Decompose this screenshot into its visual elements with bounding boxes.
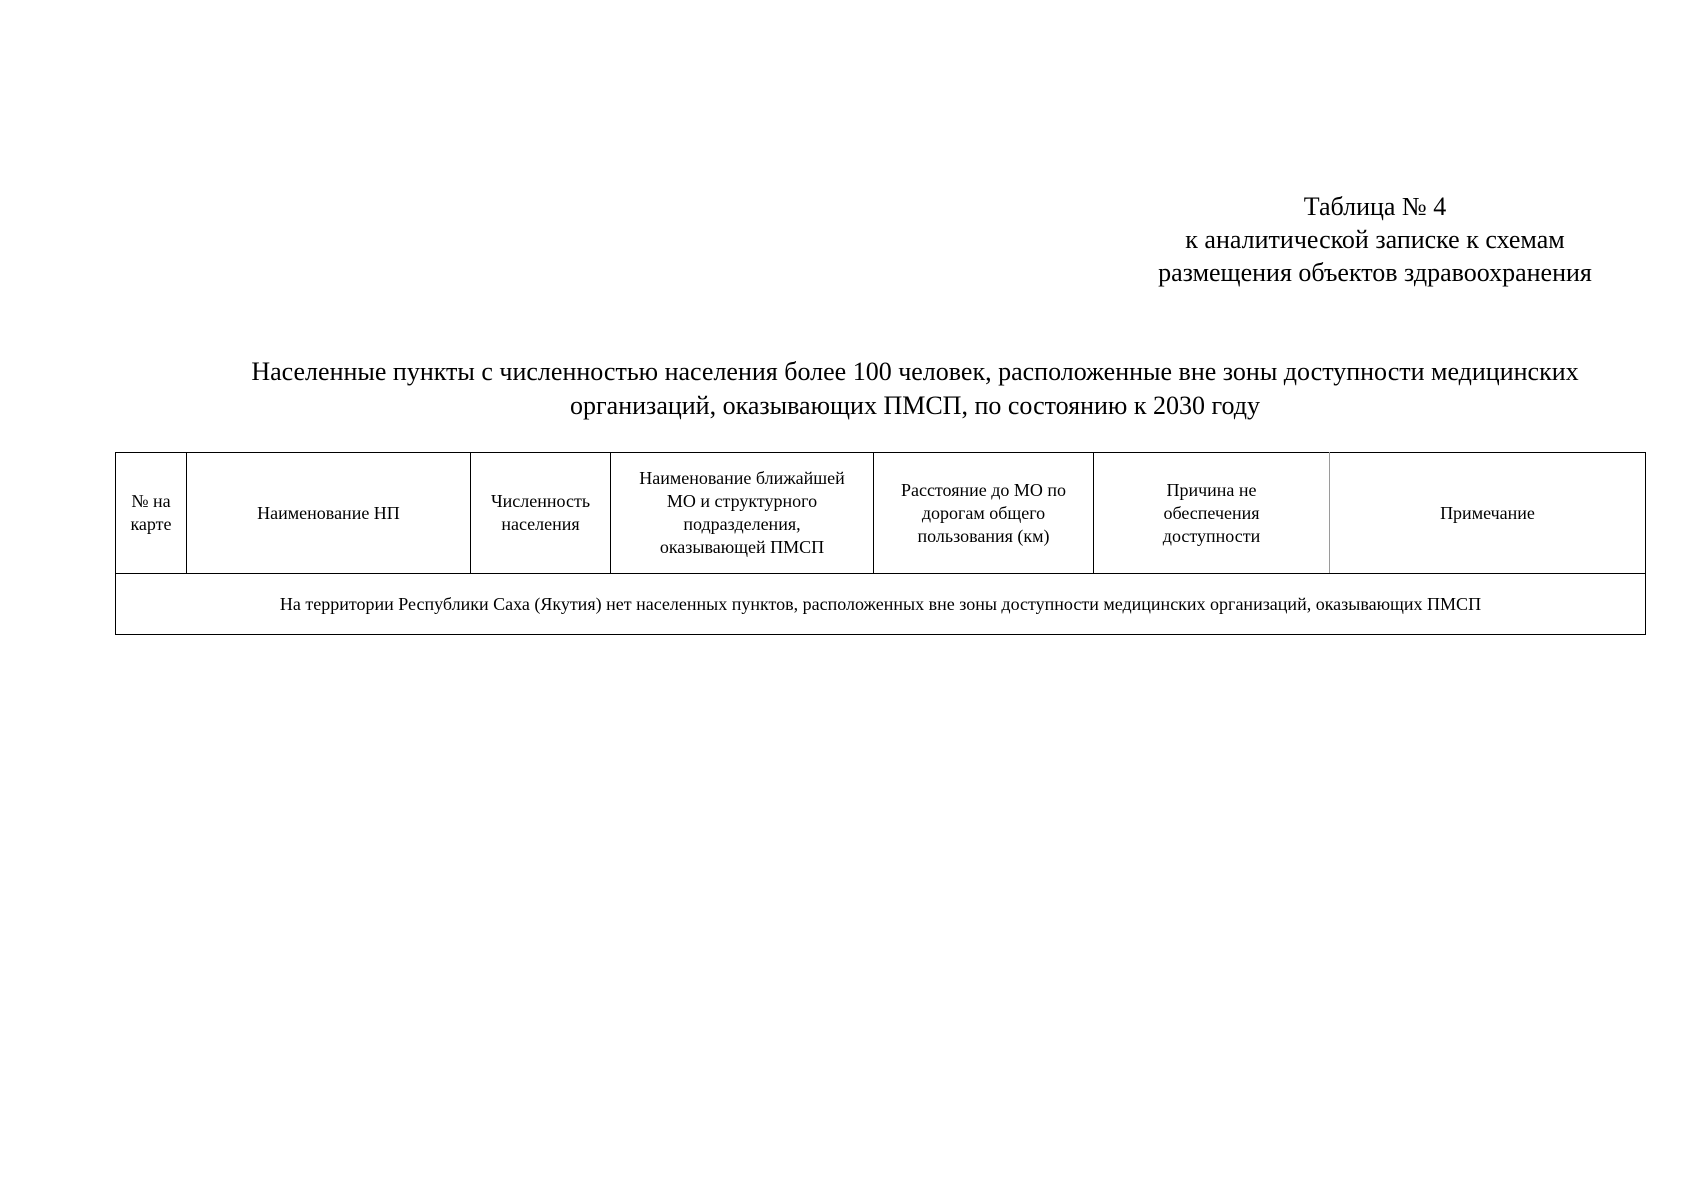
header-map-number: № на карте — [116, 453, 187, 574]
header-nearest-mo: Наименование ближайшей МО и структурного подразделения, оказывающей ПМСП — [611, 453, 874, 574]
appendix-line-3: размещения объектов здравоохранения — [1158, 258, 1592, 287]
header-distance: Расстояние до МО по дорогам общего пользования (км) — [874, 453, 1094, 574]
settlements-table — [115, 452, 1646, 635]
header-note: Примечание — [1330, 453, 1646, 574]
document-title-line-2: организаций, оказывающих ПМСП, по состоянию к 2030 году — [570, 391, 1260, 420]
appendix-line-1: Таблица № 4 — [1303, 192, 1447, 221]
appendix-line-2: к аналитической записке к схемам — [1185, 225, 1565, 254]
header-population: Численность населения — [471, 453, 611, 574]
table-header-row — [116, 453, 1646, 574]
document-title-line-1: Населенные пункты с численностью населения более 100 человек, расположенные вне зоны доступности медицинских — [251, 357, 1579, 386]
header-settlement-name: Наименование НП — [187, 453, 471, 574]
table-row — [116, 574, 1646, 635]
document-title — [180, 355, 1650, 423]
header-reason: Причина не обеспечения доступности — [1094, 453, 1330, 574]
appendix-note — [1100, 190, 1650, 289]
no-settlements-message: На территории Республики Саха (Якутия) нет населенных пунктов, расположенных вне зоны доступности медицинских организаций, оказывающих ПМСП — [116, 574, 1646, 635]
